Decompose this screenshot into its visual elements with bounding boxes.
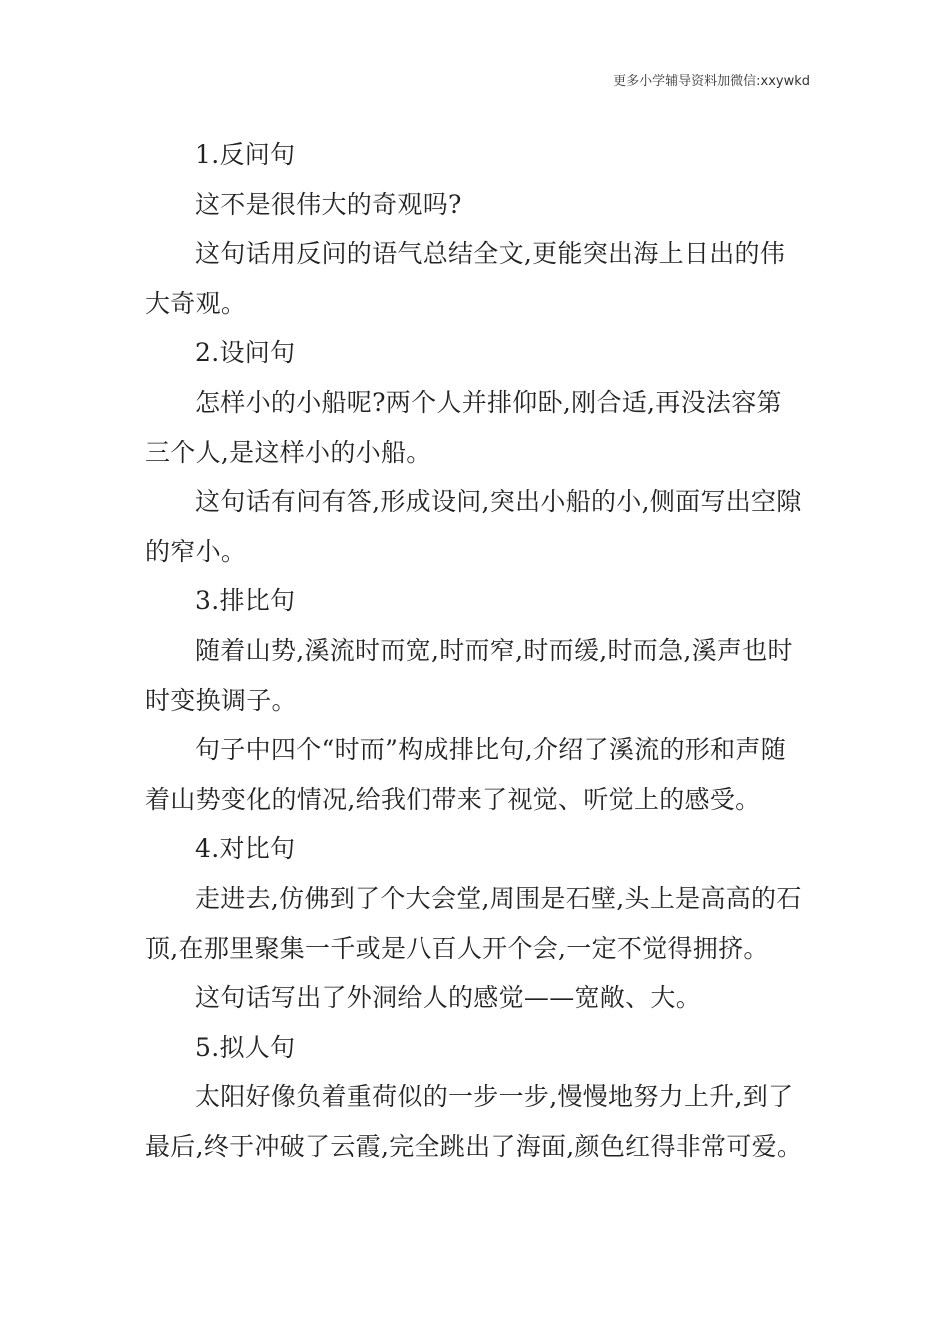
explanation: 这句话写出了外洞给人的感觉——宽敞、大。: [195, 983, 702, 1013]
document-body: [145, 130, 805, 1171]
explanation: 这句话用反问的语气总结全文,更能突出海上日出的伟大奇观。: [145, 239, 786, 318]
heading-parallelism: 3.排比句: [195, 586, 296, 616]
header-note: 更多小学辅导资料加微信:xxywkd: [613, 74, 810, 89]
explanation: 句子中四个“时而”构成排比句,介绍了溪流的形和声随着山势变化的情况,给我们带来了视觉、听觉上的感受。: [145, 735, 787, 814]
explanation: 这句话有问有答,形成设问,突出小船的小,侧面写出空隙的窄小。: [145, 487, 802, 566]
example-sentence: 随着山势,溪流时而宽,时而窄,时而缓,时而急,溪声也时时变换调子。: [145, 635, 793, 715]
example-sentence: 这不是很伟大的奇观吗?: [195, 189, 462, 219]
heading-rhetorical-question: 1.反问句: [195, 140, 296, 169]
heading-personification: 5.拟人句: [195, 1032, 296, 1062]
example-sentence: 怎样小的小船呢?两个人并排仰卧,刚合适,再没法容第三个人,是这样小的小船。: [145, 387, 782, 467]
heading-self-answered-question: 2.设问句: [195, 338, 296, 368]
example-sentence: 太阳好像负着重荷似的一步一步,慢慢地努力上升,到了最后,终于冲破了云霞,完全跳出了海面,颜色红得非常可爱。: [145, 1082, 803, 1161]
heading-contrast: 4.对比句: [195, 834, 296, 864]
example-sentence: 走进去,仿佛到了个大会堂,周围是石壁,头上是高高的石顶,在那里聚集一千或是八百人开个会,一定不觉得拥挤。: [145, 883, 802, 963]
